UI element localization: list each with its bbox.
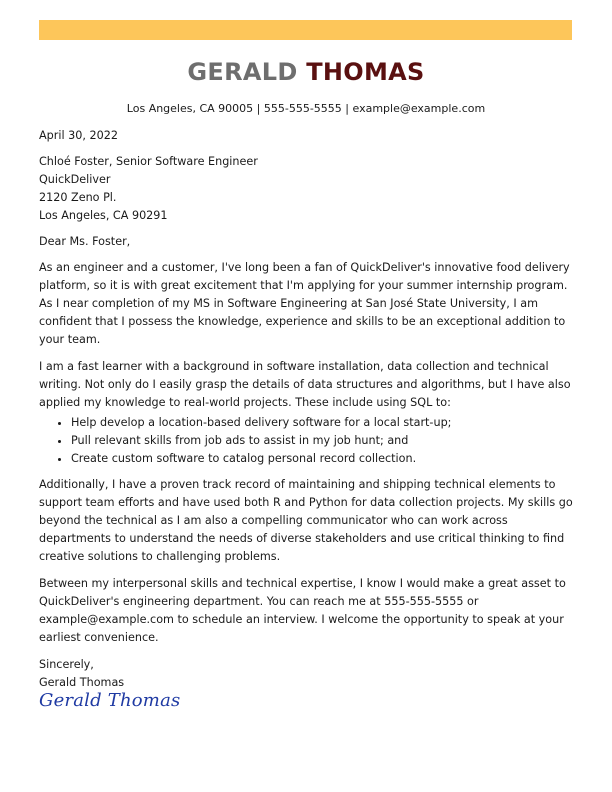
recipient-street: 2120 Zeno Pl.: [39, 191, 117, 204]
last-name: THOMAS: [306, 58, 425, 86]
recipient-name: Chloé Foster, Senior Software Engineer: [39, 155, 258, 168]
recipient-city: Los Angeles, CA 90291: [39, 209, 168, 222]
recipient-block: [39, 153, 573, 225]
paragraph-skills: I am a fast learner with a background in software installation, data collection and technical writing. Not only do I easily grasp the details of data structures and algorithms, but I have also applied my knowledge to real-world projects. These include using SQL to:: [39, 360, 571, 409]
header-accent-bar: [39, 20, 572, 40]
list-item: • Pull relevant skills from job ads to assist in my job hunt; and: [71, 432, 573, 450]
letter-body: [39, 127, 573, 710]
list-item: • Help develop a location-based delivery software for a local start-up;: [71, 414, 573, 432]
letter-date: April 30, 2022: [39, 129, 118, 142]
contact-line: Los Angeles, CA 90005 | 555-555-5555 | example@example.com: [126, 102, 486, 115]
paragraph-experience: Additionally, I have a proven track record of maintaining and shipping technical elements to support team efforts and have used both R and Python for data collection projects. My skills go beyond the technical as I am also a compelling communicator who can work across departments to understand the needs of diverse stakeholders and use critical thinking to find creative solutions to challenging problems.: [39, 478, 573, 563]
list-item: • Create custom software to catalog personal record collection.: [71, 450, 573, 468]
first-name: GERALD: [187, 58, 298, 86]
greeting: Dear Ms. Foster,: [39, 235, 131, 248]
signature: Gerald Thomas: [39, 690, 181, 711]
closing: Sincerely,: [39, 658, 94, 671]
paragraph-intro: As an engineer and a customer, I've long been a fan of QuickDeliver's innovative food delivery platform, so it is with great excitement that I'm applying for your summer internship program. As I near completion of my MS in Software Engineering at San José State University, I am confident that I possess the knowledge, experience and skills to be an exceptional addition to your team.: [39, 261, 570, 346]
skills-list: [39, 414, 573, 468]
recipient-company: QuickDeliver: [39, 173, 111, 186]
paragraph-closing: Between my interpersonal skills and technical expertise, I know I would make a great asset to QuickDeliver's engineering department. You can reach me at 555-555-5555 or example@example.com to schedule an interview. I welcome the opportunity to speak at your earliest convenience.: [39, 577, 566, 644]
applicant-name: [0, 58, 612, 86]
signer-name: Gerald Thomas: [39, 676, 125, 689]
